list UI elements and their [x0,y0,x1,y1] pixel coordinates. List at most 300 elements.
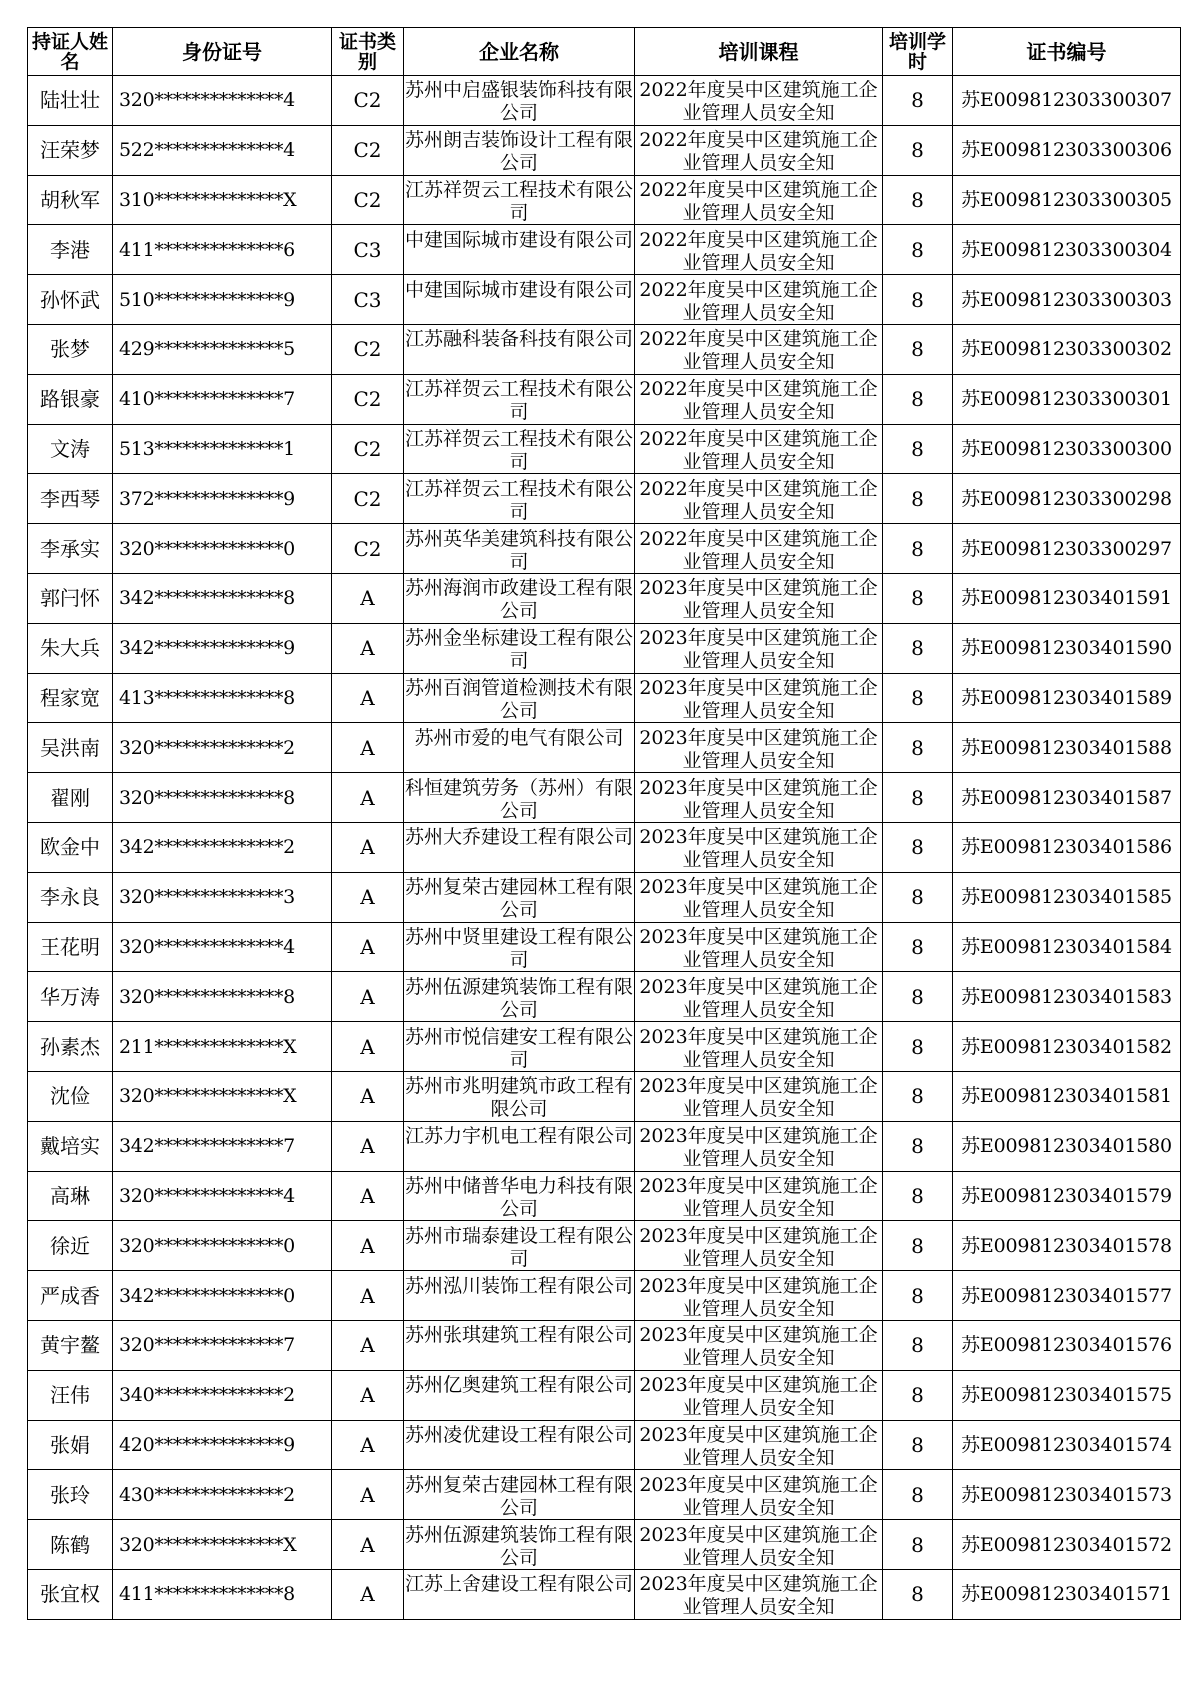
table-row [28,524,1181,574]
cert-type-cell: A [332,1470,404,1520]
company-text: 苏州市兆明建筑市政工程有限公司 [404,1075,633,1120]
cert-type-cell: A [332,1271,404,1321]
hours-cell: 8 [883,1420,953,1470]
company-text: 江苏融科装备科技有限公司 [404,328,633,351]
table-row [28,623,1181,673]
company-cell [404,1271,635,1321]
hours-cell: 8 [883,673,953,723]
table-row [28,125,1181,175]
company-text: 江苏力宇机电工程有限公司 [404,1125,633,1148]
course-cell [635,225,883,275]
company-text: 苏州中启盛银装饰科技有限公司 [404,79,633,124]
cert-number-cell: 苏E009812303401590 [953,623,1181,673]
holder-name-cell: 黄宇鳌 [28,1320,113,1370]
table-row [28,1271,1181,1321]
holder-name-cell: 张娟 [28,1420,113,1470]
holder-name-cell: 孙怀武 [28,275,113,325]
course-cell [635,623,883,673]
hours-cell: 8 [883,922,953,972]
company-text: 苏州泓川装饰工程有限公司 [404,1274,633,1297]
id-number-cell: 522**************4 [113,125,332,175]
course-cell [635,673,883,723]
cert-type-cell: A [332,972,404,1022]
table-row [28,922,1181,972]
table-row [28,1071,1181,1121]
header-cert-number: 证书编号 [953,28,1181,76]
course-text: 2022年度吴中区建筑施工企业管理人员安全知 [639,79,878,124]
holder-name-cell: 翟刚 [28,773,113,823]
course-text: 2023年度吴中区建筑施工企业管理人员安全知 [639,1274,878,1319]
hours-cell: 8 [883,1320,953,1370]
id-number-cell: 320**************0 [113,1221,332,1271]
cert-number-cell: 苏E009812303401582 [953,1022,1181,1072]
cert-type-cell: A [332,573,404,623]
company-cell [404,1221,635,1271]
hours-cell: 8 [883,623,953,673]
holder-name-cell: 徐近 [28,1221,113,1271]
table-row [28,1171,1181,1221]
company-cell [404,1320,635,1370]
course-text: 2023年度吴中区建筑施工企业管理人员安全知 [639,776,878,821]
course-text: 2023年度吴中区建筑施工企业管理人员安全知 [639,1324,878,1369]
course-cell [635,1221,883,1271]
holder-name-cell: 陈鹤 [28,1520,113,1570]
table-row [28,1470,1181,1520]
cert-number-cell: 苏E009812303401579 [953,1171,1181,1221]
course-cell [635,1022,883,1072]
hours-cell: 8 [883,1520,953,1570]
company-cell [404,972,635,1022]
id-number-cell: 513**************1 [113,424,332,474]
company-cell [404,1569,635,1619]
table-body [28,76,1181,1620]
course-text: 2023年度吴中区建筑施工企业管理人员安全知 [639,1075,878,1120]
table-row [28,175,1181,225]
course-cell [635,1320,883,1370]
course-text: 2023年度吴中区建筑施工企业管理人员安全知 [639,1573,878,1618]
header-course: 培训课程 [635,28,883,76]
holder-name-cell: 张玲 [28,1470,113,1520]
cert-type-cell: C2 [332,424,404,474]
hours-cell: 8 [883,1271,953,1321]
cert-type-cell: A [332,673,404,723]
company-cell [404,1171,635,1221]
company-text: 苏州中贤里建设工程有限公司 [404,925,633,970]
company-text: 苏州市悦信建安工程有限公司 [404,1025,633,1070]
company-cell [404,125,635,175]
holder-name-cell: 沈俭 [28,1071,113,1121]
holder-name-cell: 汪伟 [28,1370,113,1420]
id-number-cell: 310**************X [113,175,332,225]
id-number-cell: 342**************0 [113,1271,332,1321]
id-number-cell: 342**************2 [113,822,332,872]
course-cell [635,1271,883,1321]
id-number-cell: 320**************4 [113,922,332,972]
course-cell [635,125,883,175]
company-cell [404,1420,635,1470]
hours-cell: 8 [883,1221,953,1271]
course-text: 2022年度吴中区建筑施工企业管理人员安全知 [639,328,878,373]
course-cell [635,1071,883,1121]
company-cell [404,623,635,673]
table-row [28,324,1181,374]
course-cell [635,1121,883,1171]
company-text: 江苏祥贺云工程技术有限公司 [404,178,633,223]
cert-type-cell: A [332,1370,404,1420]
cert-number-cell: 苏E009812303401588 [953,723,1181,773]
table-row [28,225,1181,275]
table-row [28,474,1181,524]
id-number-cell: 320**************3 [113,872,332,922]
table-row [28,872,1181,922]
cert-number-cell: 苏E009812303300306 [953,125,1181,175]
cert-type-cell: A [332,872,404,922]
cert-type-cell: A [332,1121,404,1171]
company-text: 苏州英华美建筑科技有限公司 [404,527,633,572]
table-row [28,1320,1181,1370]
company-cell [404,275,635,325]
company-cell [404,1370,635,1420]
hours-cell: 8 [883,524,953,574]
table-row [28,1121,1181,1171]
course-text: 2023年度吴中区建筑施工企业管理人员安全知 [639,826,878,871]
id-number-cell: 411**************8 [113,1569,332,1619]
cert-number-cell: 苏E009812303300304 [953,225,1181,275]
id-number-cell: 413**************8 [113,673,332,723]
cert-type-cell: C2 [332,175,404,225]
table-row [28,374,1181,424]
course-text: 2022年度吴中区建筑施工企业管理人员安全知 [639,178,878,223]
company-text: 苏州复荣古建园林工程有限公司 [404,876,633,921]
cert-type-cell: C2 [332,524,404,574]
holder-name-cell: 李永良 [28,872,113,922]
course-text: 2023年度吴中区建筑施工企业管理人员安全知 [639,975,878,1020]
company-cell [404,573,635,623]
table-row [28,1420,1181,1470]
holder-name-cell: 戴培实 [28,1121,113,1171]
hours-cell: 8 [883,1470,953,1520]
table-header [28,28,1181,76]
id-number-cell: 320**************4 [113,76,332,126]
company-cell [404,225,635,275]
cert-number-cell: 苏E009812303300305 [953,175,1181,225]
company-text: 江苏祥贺云工程技术有限公司 [404,378,633,423]
holder-name-cell: 程家宽 [28,673,113,723]
hours-cell: 8 [883,1569,953,1619]
company-text: 苏州百润管道检测技术有限公司 [404,676,633,721]
company-cell [404,773,635,823]
hours-cell: 8 [883,275,953,325]
course-cell [635,374,883,424]
cert-type-cell: A [332,1320,404,1370]
id-number-cell: 430**************2 [113,1470,332,1520]
course-cell [635,424,883,474]
course-cell [635,275,883,325]
cert-type-cell: A [332,723,404,773]
hours-cell: 8 [883,474,953,524]
company-text: 苏州大乔建设工程有限公司 [404,826,633,849]
cert-number-cell: 苏E009812303401580 [953,1121,1181,1171]
company-text: 苏州朗吉装饰设计工程有限公司 [404,129,633,174]
cert-number-cell: 苏E009812303401586 [953,822,1181,872]
holder-name-cell: 朱大兵 [28,623,113,673]
table-row [28,1221,1181,1271]
company-cell [404,1022,635,1072]
cert-type-cell: A [332,1569,404,1619]
header-id-number: 身份证号 [113,28,332,76]
holder-name-cell: 李承实 [28,524,113,574]
course-text: 2023年度吴中区建筑施工企业管理人员安全知 [639,726,878,771]
course-text: 2023年度吴中区建筑施工企业管理人员安全知 [639,1473,878,1518]
cert-type-cell: A [332,1171,404,1221]
hours-cell: 8 [883,225,953,275]
cert-number-cell: 苏E009812303401571 [953,1569,1181,1619]
cert-number-cell: 苏E009812303401576 [953,1320,1181,1370]
holder-name-cell: 严成香 [28,1271,113,1321]
table-row [28,275,1181,325]
cert-type-cell: C2 [332,76,404,126]
table-row [28,1370,1181,1420]
header-company: 企业名称 [404,28,635,76]
company-cell [404,524,635,574]
id-number-cell: 342**************8 [113,573,332,623]
hours-cell: 8 [883,822,953,872]
course-text: 2022年度吴中区建筑施工企业管理人员安全知 [639,477,878,522]
cert-number-cell: 苏E009812303401583 [953,972,1181,1022]
course-cell [635,1520,883,1570]
holder-name-cell: 陆壮壮 [28,76,113,126]
id-number-cell: 372**************9 [113,474,332,524]
course-text: 2022年度吴中区建筑施工企业管理人员安全知 [639,228,878,273]
id-number-cell: 320**************X [113,1520,332,1570]
company-cell [404,1520,635,1570]
company-text: 苏州中储普华电力科技有限公司 [404,1174,633,1219]
course-text: 2023年度吴中区建筑施工企业管理人员安全知 [639,1523,878,1568]
table-row [28,573,1181,623]
holder-name-cell: 王花明 [28,922,113,972]
cert-type-cell: A [332,1520,404,1570]
hours-cell: 8 [883,1022,953,1072]
course-text: 2023年度吴中区建筑施工企业管理人员安全知 [639,1423,878,1468]
id-number-cell: 510**************9 [113,275,332,325]
course-cell [635,324,883,374]
course-cell [635,822,883,872]
holder-name-cell: 吴洪南 [28,723,113,773]
cert-number-cell: 苏E009812303401589 [953,673,1181,723]
holder-name-cell: 华万涛 [28,972,113,1022]
cert-number-cell: 苏E009812303401575 [953,1370,1181,1420]
cert-number-cell: 苏E009812303401591 [953,573,1181,623]
cert-number-cell: 苏E009812303300297 [953,524,1181,574]
company-cell [404,872,635,922]
cert-number-cell: 苏E009812303401573 [953,1470,1181,1520]
company-cell [404,1121,635,1171]
hours-cell: 8 [883,723,953,773]
cert-number-cell: 苏E009812303401578 [953,1221,1181,1271]
course-text: 2023年度吴中区建筑施工企业管理人员安全知 [639,876,878,921]
id-number-cell: 429**************5 [113,324,332,374]
hours-cell: 8 [883,1370,953,1420]
table-row [28,76,1181,126]
company-text: 苏州复荣古建园林工程有限公司 [404,1473,633,1518]
company-cell [404,922,635,972]
cert-number-cell: 苏E009812303401585 [953,872,1181,922]
header-name: 持证人姓名 [28,28,113,76]
holder-name-cell: 郭闩怀 [28,573,113,623]
company-text: 苏州市爱的电气有限公司 [414,726,624,749]
course-text: 2023年度吴中区建筑施工企业管理人员安全知 [639,627,878,672]
cert-number-cell: 苏E009812303300307 [953,76,1181,126]
cert-number-cell: 苏E009812303401587 [953,773,1181,823]
id-number-cell: 342**************9 [113,623,332,673]
course-cell [635,1569,883,1619]
holder-name-cell: 路银豪 [28,374,113,424]
holder-name-cell: 汪荣梦 [28,125,113,175]
hours-cell: 8 [883,175,953,225]
cert-type-cell: A [332,822,404,872]
course-text: 2022年度吴中区建筑施工企业管理人员安全知 [639,427,878,472]
company-text: 中建国际城市建设有限公司 [404,278,633,301]
holder-name-cell: 欧金中 [28,822,113,872]
cert-number-cell: 苏E009812303300301 [953,374,1181,424]
cert-number-cell: 苏E009812303300303 [953,275,1181,325]
table-row [28,972,1181,1022]
company-text: 苏州凌优建设工程有限公司 [404,1423,633,1446]
id-number-cell: 211**************X [113,1022,332,1072]
company-cell [404,673,635,723]
holder-name-cell: 李港 [28,225,113,275]
course-cell [635,1420,883,1470]
table-row [28,822,1181,872]
hours-cell: 8 [883,1071,953,1121]
id-number-cell: 320**************0 [113,524,332,574]
company-text: 江苏上舍建设工程有限公司 [404,1573,633,1596]
course-text: 2023年度吴中区建筑施工企业管理人员安全知 [639,1224,878,1269]
cert-type-cell: A [332,623,404,673]
course-cell [635,474,883,524]
course-text: 2023年度吴中区建筑施工企业管理人员安全知 [639,925,878,970]
course-cell [635,76,883,126]
cert-type-cell: C2 [332,125,404,175]
hours-cell: 8 [883,1171,953,1221]
course-cell [635,872,883,922]
hours-cell: 8 [883,773,953,823]
company-cell [404,474,635,524]
id-number-cell: 411**************6 [113,225,332,275]
cert-number-cell: 苏E009812303401577 [953,1271,1181,1321]
course-cell [635,972,883,1022]
cert-number-cell: 苏E009812303401584 [953,922,1181,972]
hours-cell: 8 [883,125,953,175]
holder-name-cell: 张宜权 [28,1569,113,1619]
cert-type-cell: C3 [332,225,404,275]
cert-number-cell: 苏E009812303300302 [953,324,1181,374]
course-text: 2022年度吴中区建筑施工企业管理人员安全知 [639,527,878,572]
id-number-cell: 342**************7 [113,1121,332,1171]
id-number-cell: 320**************4 [113,1171,332,1221]
cert-type-cell: A [332,1221,404,1271]
table-row [28,1520,1181,1570]
cert-type-cell: C2 [332,474,404,524]
company-cell [404,1071,635,1121]
id-number-cell: 320**************8 [113,773,332,823]
course-cell [635,573,883,623]
company-text: 苏州海润市政建设工程有限公司 [404,577,633,622]
company-text: 苏州亿奥建筑工程有限公司 [404,1374,633,1397]
holder-name-cell: 胡秋军 [28,175,113,225]
company-text: 苏州张琪建筑工程有限公司 [404,1324,633,1347]
company-text: 苏州金坐标建设工程有限公司 [404,627,633,672]
course-cell [635,1470,883,1520]
course-text: 2023年度吴中区建筑施工企业管理人员安全知 [639,1025,878,1070]
course-text: 2023年度吴中区建筑施工企业管理人员安全知 [639,676,878,721]
table-row [28,424,1181,474]
course-cell [635,1370,883,1420]
course-cell [635,524,883,574]
course-cell [635,723,883,773]
cert-type-cell: C3 [332,275,404,325]
cert-number-cell: 苏E009812303300300 [953,424,1181,474]
id-number-cell: 410**************7 [113,374,332,424]
cert-number-cell: 苏E009812303401574 [953,1420,1181,1470]
table-row [28,1022,1181,1072]
course-text: 2023年度吴中区建筑施工企业管理人员安全知 [639,577,878,622]
company-cell [404,1470,635,1520]
cert-type-cell: A [332,1071,404,1121]
hours-cell: 8 [883,424,953,474]
header-row [28,28,1181,76]
cert-type-cell: C2 [332,374,404,424]
id-number-cell: 320**************7 [113,1320,332,1370]
hours-cell: 8 [883,872,953,922]
course-text: 2023年度吴中区建筑施工企业管理人员安全知 [639,1125,878,1170]
course-cell [635,922,883,972]
cert-number-cell: 苏E009812303300298 [953,474,1181,524]
hours-cell: 8 [883,76,953,126]
cert-type-cell: C2 [332,324,404,374]
holder-name-cell: 高琳 [28,1171,113,1221]
id-number-cell: 340**************2 [113,1370,332,1420]
id-number-cell: 320**************2 [113,723,332,773]
hours-cell: 8 [883,324,953,374]
company-text: 中建国际城市建设有限公司 [404,228,633,251]
table-row [28,673,1181,723]
table-row [28,723,1181,773]
header-hours: 培训学时 [883,28,953,76]
id-number-cell: 320**************X [113,1071,332,1121]
table-row [28,1569,1181,1619]
hours-cell: 8 [883,972,953,1022]
cert-type-cell: A [332,773,404,823]
cert-type-cell: A [332,1022,404,1072]
company-cell [404,374,635,424]
table-row [28,773,1181,823]
company-text: 苏州伍源建筑装饰工程有限公司 [404,975,633,1020]
hours-cell: 8 [883,1121,953,1171]
course-cell [635,773,883,823]
company-text: 科恒建筑劳务（苏州）有限公司 [404,776,633,821]
course-text: 2022年度吴中区建筑施工企业管理人员安全知 [639,378,878,423]
course-text: 2023年度吴中区建筑施工企业管理人员安全知 [639,1174,878,1219]
holder-name-cell: 孙素杰 [28,1022,113,1072]
company-text: 江苏祥贺云工程技术有限公司 [404,427,633,472]
cert-type-cell: A [332,922,404,972]
hours-cell: 8 [883,374,953,424]
holder-name-cell: 李西琴 [28,474,113,524]
company-text: 苏州市瑞泰建设工程有限公司 [404,1224,633,1269]
cert-type-cell: A [332,1420,404,1470]
hours-cell: 8 [883,573,953,623]
